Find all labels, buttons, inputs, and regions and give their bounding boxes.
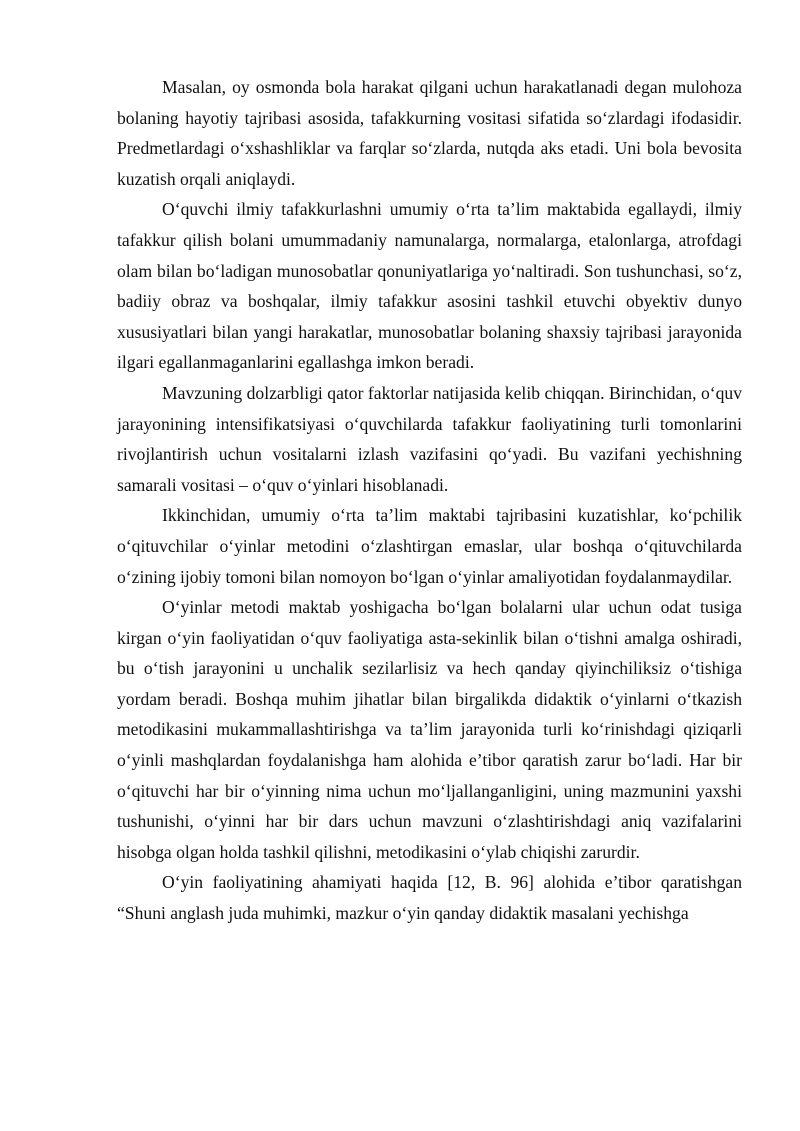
paragraph-1: Masalan, oy osmonda bola harakat qilgani uchun harakatlanadi degan mulohoza bolaning hayotiy tajribasi asosida, tafakkurning vositasi sifatida so‘zlardagi ifodasidir. Predmetlardagi o‘xshashliklar va farqlar so‘zlarda, nutqda aks etadi. Uni bola bevosita kuzatish orqali aniqlaydi. xyxy=(117,77,742,189)
paragraph-2: O‘quvchi ilmiy tafakkurlashni umumiy o‘rta ta’lim maktabida egallaydi, ilmiy tafakkur qilish bolani umummadaniy namunalarga, normalarga, etalonlarga, atrofdagi olam bilan bo‘ladigan munosobatlar qonuniyatlariga yo‘naltiradi. Son tushunchasi, so‘z, badiiy obraz va boshqalar, ilmiy tafakkur asosini tashkil etuvchi obyektiv dunyo xususiyatlari bilan yangi harakatlar, munosobatlar bolaning shaxsiy tajribasi jarayonida ilgari egallanmaganlarini egallashga imkon beradi. xyxy=(117,199,742,373)
paragraph-4: Ikkinchidan, umumiy o‘rta ta’lim maktabi tajribasini kuzatishlar, ko‘pchilik o‘qituvchilar o‘yinlar metodini o‘zlashtirgan emaslar, ular boshqa o‘qituvchilarda o‘zining ijobiy tomoni bilan nomoyon bo‘lgan o‘yinlar amaliyotidan foydalanmaydilar. xyxy=(117,505,742,587)
paragraph-5: O‘yinlar metodi maktab yoshigacha bo‘lgan bolalarni ular uchun odat tusiga kirgan o‘yin faoliyatidan o‘quv faoliyatiga asta-sekinlik bilan o‘tishni amalga oshiradi, bu o‘tish jarayonini u unchalik sezilarlisiz va hech qanday qiyinchiliksiz o‘tishiga yordam beradi. Boshqa muhim jihatlar bilan birgalikda didaktik o‘yinlarni o‘tkazish metodikasini mukammallashtirishga va ta’lim jarayonida turli ko‘rinishdagi qiziqarli o‘yinli mashqlardan foydalanishga ham alohida e’tibor qaratish zarur bo‘ladi. Har bir o‘qituvchi har bir o‘yinning nima uchun mo‘ljallanganligini, uning mazmunini yaxshi tushunishi, o‘yinni har bir dars uchun mavzuni o‘zlashtirishdagi aniq vazifalarini hisobga olgan holda tashkil qilishni, metodikasini o‘ylab chiqishi zarurdir. xyxy=(117,597,742,862)
paragraph-3: Mavzuning dolzarbligi qator faktorlar natijasida kelib chiqqan. Birinchidan, o‘quv jarayonining intensifikatsiyasi o‘quvchilarda tafakkur faoliyatining turli tomonlarini rivojlantirish uchun vositalarni izlash vazifasini qo‘yadi. Bu vazifani yechishning samarali vositasi – o‘quv o‘yinlari hisoblanadi. xyxy=(117,382,742,495)
body-text xyxy=(117,72,742,929)
paragraph-6: O‘yin faoliyatining ahamiyati haqida [12, B. 96] alohida e’tibor qaratishgan “Shuni anglash juda muhimki, mazkur o‘yin qanday didaktik masalani yechishga xyxy=(117,872,742,924)
